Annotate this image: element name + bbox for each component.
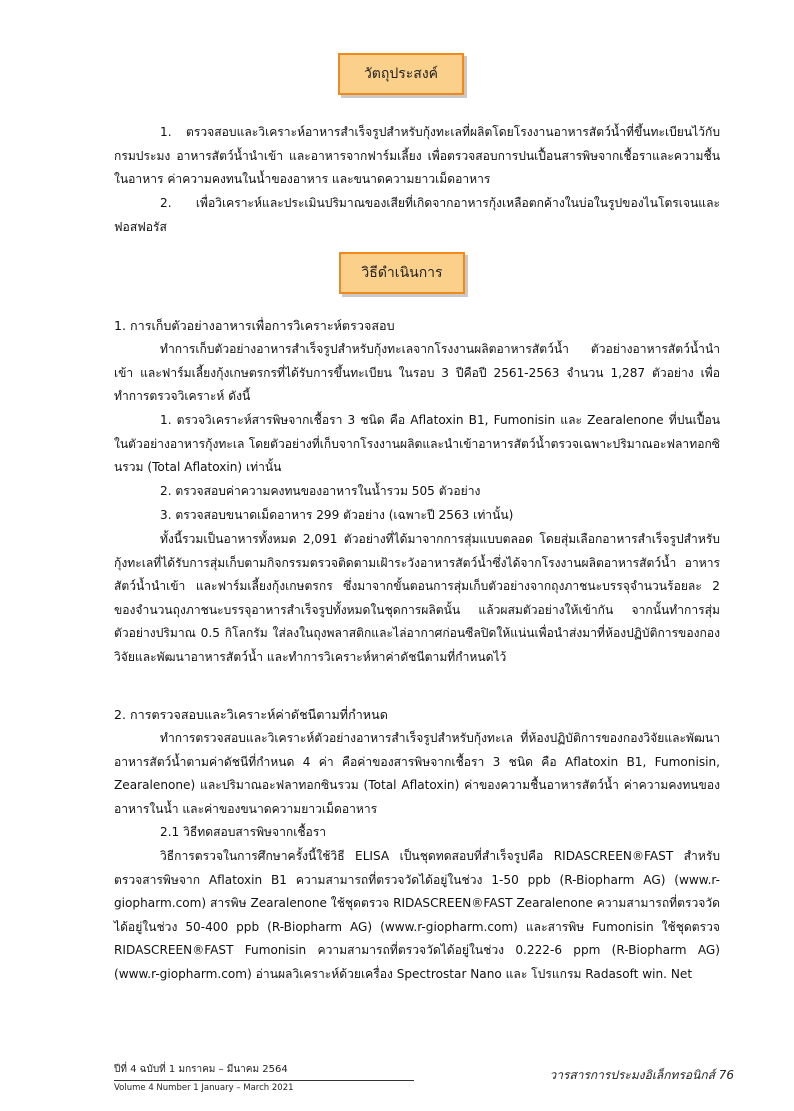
part2-method: วิธีการตรวจในการศึกษาครั้งนี้ใช้วิธี ELISA เป็นชุดทดสอบที่สำเร็จรูปคือ RIDASCREEN®FAST สำหรับตรวจสารพิษจาก Aflatoxin B1 ความสามารถที่ตรวจวัดได้อยู่ในช่วง 1-50 ppb (R-Biopharm AG) (www.r-giopharm.com) สารพิษ Zearalenone ใช้ชุดตรวจ RIDASCREEN®FAST Zearalenone ความสามารถที่ตรวจวัดได้อยู่ในช่วง 50-400 ppb (R-Biopharm AG) (www.r-giopharm.com) และสารพิษ Fumonisin ใช้ชุดตรวจ RIDASCREEN®FAST Fumonisin ความสามารถที่ตรวจวัดได้อยู่ในช่วง 0.222-6 ppm (R-Biopharm AG) (www.r-giopharm.com) อ่านผลวิเคราะห์ด้วยเครื่อง Spectrostar Nano และ โปรแกรม Radasoft win. Net — [114, 849, 720, 981]
part1-intro: ทำการเก็บตัวอย่างอาหารสำเร็จรูปสำหรับกุ้งทะเลจากโรงงานผลิตอาหารสัตว์น้ำ ตัวอย่างอาหารสัตว์น้ำนำเข้า และฟาร์มเลี้ยงกุ้งเกษตรกรที่ได้รับการขึ้นทะเบียน ในรอบ 3 ปีคือปี 2561-2563 จำนวน 1,287 ตัวอย่าง เพื่อทำการตรวจวิเคราะห์ ดังนี้ — [114, 342, 720, 404]
objectives-title: วัตถุประสงค์ — [363, 66, 439, 82]
part1-heading: 1. การเก็บตัวอย่างอาหารเพื่อการวิเคราะห์ตรวจสอบ — [114, 318, 395, 333]
part2-intro: ทำการตรวจสอบและวิเคราะห์ตัวอย่างอาหารสำเร็จรูปสำหรับกุ้งทะเล ที่ห้องปฏิบัติการของกองวิจัยและพัฒนาอาหารสัตว์น้ำตามค่าดัชนีที่กำหนด 4 ค่า คือค่าของสารพิษจากเชื้อรา 3 ชนิด คือ Aflatoxin B1, Fumonisin, Zearalenone) และปริมาณอะฟลาทอกซินรวม (Total Aflatoxin) ค่าของความชื้นอาหารสัตว์น้ำ ค่าความคงทนของอาหารในน้ำ และค่าของขนาดความยาวเม็ดอาหาร — [114, 731, 720, 816]
footer-divider — [114, 1080, 414, 1081]
part1-item-2: 2. ตรวจสอบค่าความคงทนของอาหารในน้ำรวม 505 ตัวอย่าง — [160, 484, 481, 498]
part2-heading: 2. การตรวจสอบและวิเคราะห์ค่าดัชนีตามที่กำหนด — [114, 707, 388, 722]
part1-summary: ทั้งนี้รวมเป็นอาหารทั้งหมด 2,091 ตัวอย่างที่ได้มาจากการสุ่มแบบตลอด โดยสุ่มเลือกอาหารสำเร็จรูปสำหรับกุ้งทะเลที่ได้รับการสุ่มเก็บตามกิจกรรมตรวจติดตามเฝ้าระวังอาหารสัตว์น้ำซึ่งได้จากโรงงานผลิตอาหารสัตว์น้ำ อาหารสัตว์น้ำนำเข้า และฟาร์มเลี้ยงกุ้งเกษตรกร ซึ่งมาจากขั้นตอนการสุ่มเก็บตัวอย่างจากถุงภาชนะบรรจุจำนวนร้อยละ 2 ของจำนวนถุงภาชนะบรรจุอาหารสำเร็จรูปทั้งหมดในชุดการผลิตนั้น แล้วผสมตัวอย่างให้เข้ากัน จากนั้นทำการสุ่มตัวอย่างปริมาณ 0.5 กิโลกรัม ใส่ลงในถุงพลาสติกและไล่อากาศก่อนซีลปิดให้แน่นเพื่อนำส่งมาที่ห้องปฏิบัติการของกองวิจัยและพัฒนาอาหารสัตว์น้ำ และทำการวิเคราะห์หาค่าดัชนีตามที่กำหนดไว้ — [114, 532, 720, 664]
footer-issue-th: ปีที่ 4 ฉบับที่ 1 มกราคม – มีนาคม 2564 — [114, 1064, 288, 1075]
objective-2: 2. เพื่อวิเคราะห์และประเมินปริมาณของเสียที่เกิดจากอาหารกุ้งเหลือตกค้างในบ่อในรูปของไนโตรเจนและฟอสฟอรัส — [114, 196, 720, 234]
footer-issue-en: Volume 4 Number 1 January – March 2021 — [114, 1083, 294, 1093]
page-footer — [114, 1062, 734, 1102]
methods-title: วิธีดำเนินการ — [361, 265, 443, 281]
methods-title-box — [339, 252, 465, 294]
part1-item-1: 1. ตรวจวิเคราะห์สารพิษจากเชื้อรา 3 ชนิด คือ Aflatoxin B1, Fumonisin และ Zearalenone ที่ปนเปื้อนในตัวอย่างอาหารกุ้งทะเล โดยตัวอย่างที่เก็บจากโรงงานผลิตและนำเข้าอาหารสัตว์น้ำตรวจเฉพาะปริมาณอะฟลาทอกซินรวม (Total Aflatoxin) เท่านั้น — [114, 413, 720, 475]
objectives-title-box — [338, 53, 464, 95]
footer-journal-name: วารสารการประมงอิเล็กทรอนิกส์ 76 — [549, 1068, 734, 1082]
part1-item-3: 3. ตรวจสอบขนาดเม็ดอาหาร 299 ตัวอย่าง (เฉพาะปี 2563 เท่านั้น) — [160, 508, 514, 522]
part2-sub-heading: 2.1 วิธีทดสอบสารพิษจากเชื้อรา — [160, 825, 327, 839]
objective-1: 1. ตรวจสอบและวิเคราะห์อาหารสำเร็จรูปสำหรับกุ้งทะเลที่ผลิตโดยโรงงานอาหารสัตว์น้ำที่ขึ้นทะเบียนไว้กับกรมประมง อาหารสัตว์น้ำนำเข้า และอาหารจากฟาร์มเลี้ยง เพื่อตรวจสอบการปนเปื้อนสารพิษจากเชื้อราและความชื้นในอาหาร ค่าความคงทนในน้ำของอาหาร และขนาดความยาวเม็ดอาหาร — [114, 125, 720, 187]
